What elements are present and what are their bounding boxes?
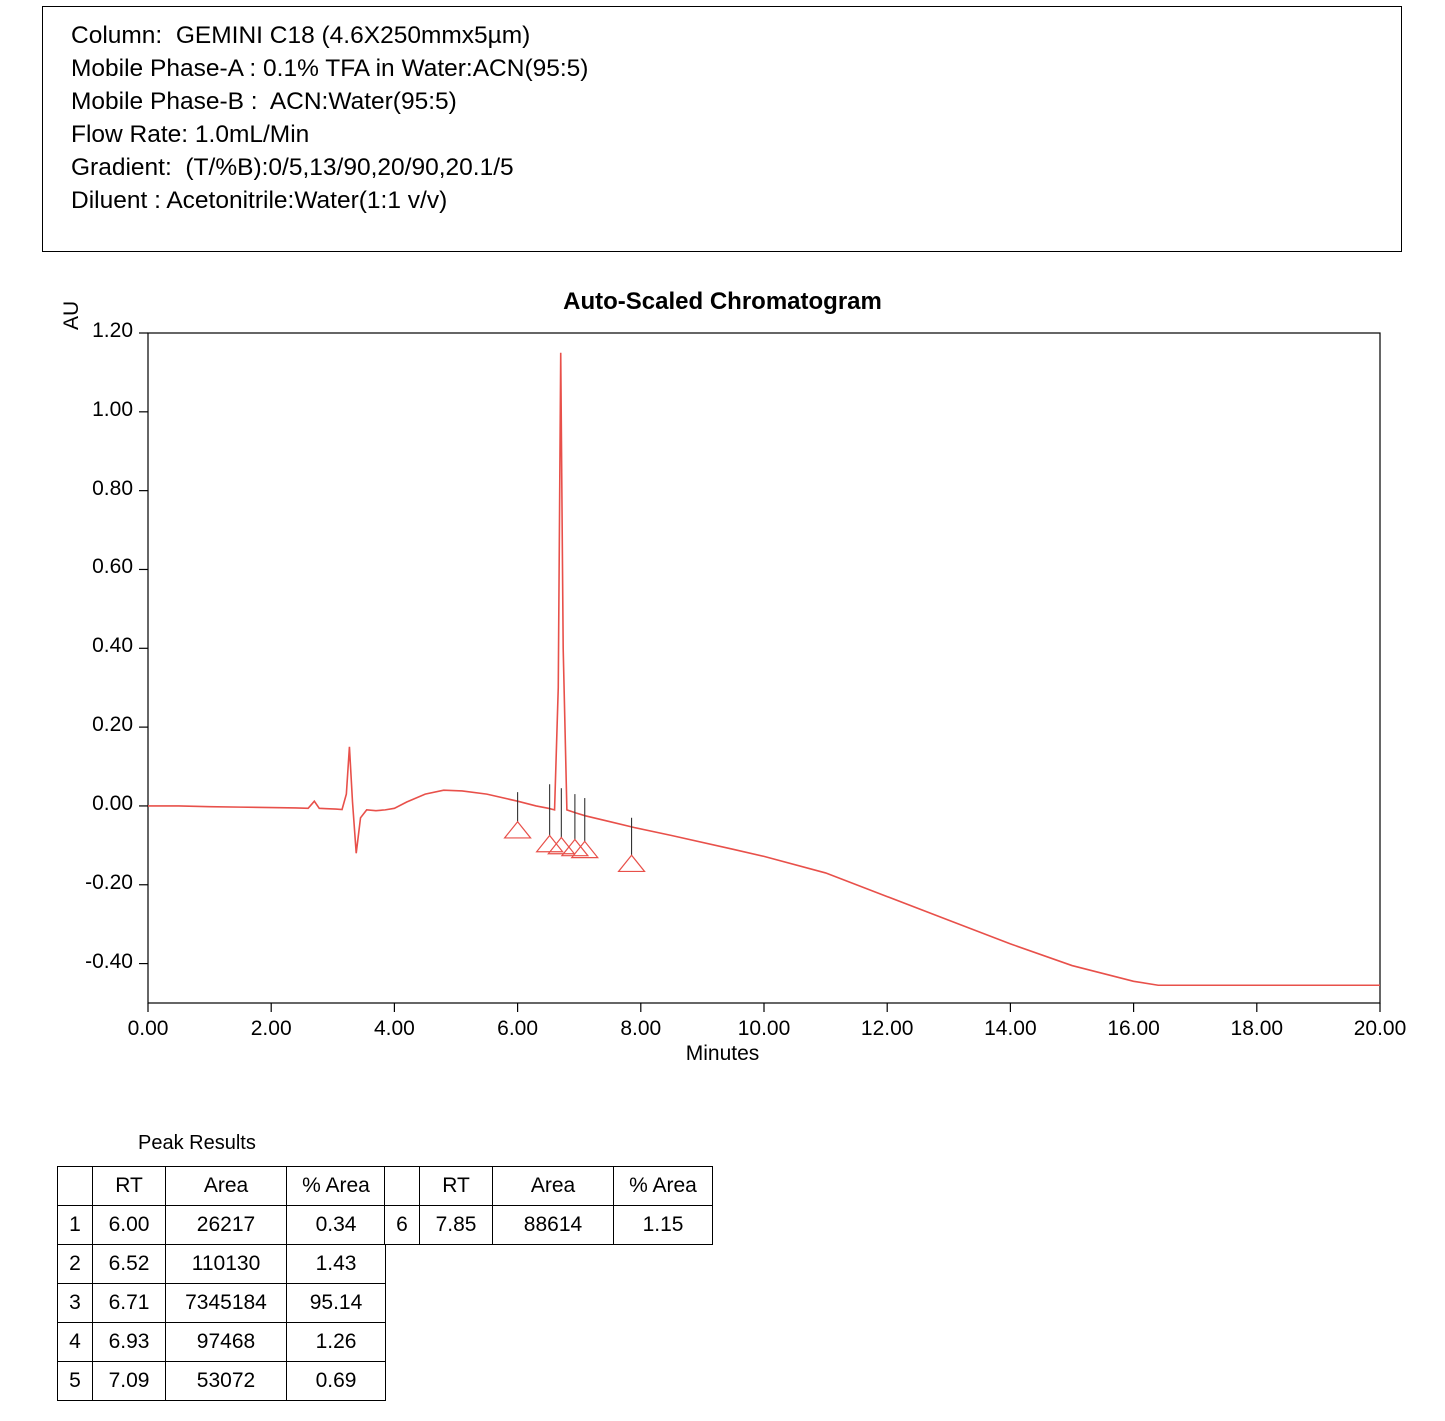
table-row <box>58 1362 386 1401</box>
column-header-rt: RT <box>420 1167 493 1206</box>
table-header-row <box>58 1167 386 1206</box>
y-axis-label: AU <box>60 300 83 330</box>
column-header-index <box>58 1167 93 1206</box>
column-header-area: Area <box>493 1167 614 1206</box>
y-tick-label: 1.00 <box>92 397 133 421</box>
column-header-area: Area <box>166 1167 287 1206</box>
plot-frame <box>148 333 1380 1003</box>
method-line-diluent: Diluent : Acetonitrile:Water(1:1 v/v) <box>71 187 448 214</box>
peak-area: 97468 <box>166 1323 287 1362</box>
x-tick-label: 12.00 <box>860 1017 914 1040</box>
peak-area: 110130 <box>166 1245 287 1284</box>
column-header-index <box>385 1167 420 1206</box>
table-row <box>58 1284 386 1323</box>
peak-area: 88614 <box>493 1206 614 1245</box>
peak-pct-area: 0.34 <box>287 1206 386 1245</box>
y-tick-label: 1.20 <box>92 319 133 342</box>
x-tick-label: 20.00 <box>1353 1017 1407 1040</box>
chromatogram-svg <box>0 320 1445 1100</box>
x-tick-label: 4.00 <box>373 1017 415 1040</box>
method-line-mobile-phase-a: Mobile Phase-A : 0.1% TFA in Water:ACN(95:5) <box>71 55 589 82</box>
method-conditions-box <box>42 6 1402 252</box>
peak-index: 4 <box>58 1323 93 1362</box>
peak-area: 26217 <box>166 1206 287 1245</box>
column-header-pct-area: % Area <box>614 1167 713 1206</box>
peak-area: 7345184 <box>166 1284 287 1323</box>
method-line-mobile-phase-b: Mobile Phase-B : ACN:Water(95:5) <box>71 88 457 115</box>
peak-index: 3 <box>58 1284 93 1323</box>
x-tick-label: 8.00 <box>620 1017 662 1040</box>
peak-index: 6 <box>385 1206 420 1245</box>
y-tick-label: 0.00 <box>92 791 133 815</box>
y-tick-label: -0.20 <box>85 870 133 894</box>
table-row <box>385 1206 713 1245</box>
table-header-row <box>385 1167 713 1206</box>
peak-rt: 6.52 <box>93 1245 166 1284</box>
table-row <box>58 1206 386 1245</box>
method-line-column: Column: GEMINI C18 (4.6X250mmx5µm) <box>71 22 531 49</box>
peak-pct-area: 1.15 <box>614 1206 713 1245</box>
x-tick-label: 2.00 <box>250 1017 292 1040</box>
chromatogram-plot <box>0 320 1445 1100</box>
y-tick-label: 0.40 <box>92 634 133 658</box>
y-tick-label: 0.60 <box>92 555 133 579</box>
column-header-rt: RT <box>93 1167 166 1206</box>
y-tick-label: -0.40 <box>85 949 133 973</box>
y-tick-label: 0.20 <box>92 713 133 737</box>
peak-results-table-left <box>57 1166 386 1401</box>
x-axis-label: Minutes <box>685 1042 760 1065</box>
peak-rt: 6.71 <box>93 1284 166 1323</box>
peak-pct-area: 95.14 <box>287 1284 386 1323</box>
peak-results-title: Peak Results <box>138 1132 256 1154</box>
peak-index: 5 <box>58 1362 93 1401</box>
chart-title: Auto-Scaled Chromatogram <box>563 288 882 315</box>
table-row <box>58 1323 386 1362</box>
peak-rt: 6.93 <box>93 1323 166 1362</box>
y-tick-label: 0.80 <box>92 476 133 500</box>
peak-rt: 7.09 <box>93 1362 166 1401</box>
peak-marker <box>619 855 645 871</box>
peak-index: 2 <box>58 1245 93 1284</box>
x-tick-label: 16.00 <box>1107 1017 1160 1040</box>
table-row <box>58 1245 386 1284</box>
peak-pct-area: 0.69 <box>287 1362 386 1401</box>
peak-area: 53072 <box>166 1362 287 1401</box>
peak-results-table-right <box>384 1166 713 1245</box>
x-tick-label: 6.00 <box>497 1017 539 1040</box>
peak-rt: 7.85 <box>420 1206 493 1245</box>
x-tick-label: 14.00 <box>984 1017 1037 1040</box>
column-header-pct-area: % Area <box>287 1167 386 1206</box>
method-line-flow-rate: Flow Rate: 1.0mL/Min <box>71 121 310 148</box>
peak-pct-area: 1.26 <box>287 1323 386 1362</box>
chromatogram-trace <box>148 353 1380 986</box>
x-tick-label: 10.00 <box>737 1017 791 1040</box>
peak-pct-area: 1.43 <box>287 1245 386 1284</box>
peak-rt: 6.00 <box>93 1206 166 1245</box>
method-line-gradient: Gradient: (T/%B):0/5,13/90,20/90,20.1/5 <box>71 154 514 181</box>
peak-index: 1 <box>58 1206 93 1245</box>
x-tick-label: 18.00 <box>1230 1017 1284 1040</box>
peak-marker <box>505 822 531 838</box>
x-tick-label: 0.00 <box>127 1017 169 1040</box>
peak-marker <box>537 836 563 852</box>
